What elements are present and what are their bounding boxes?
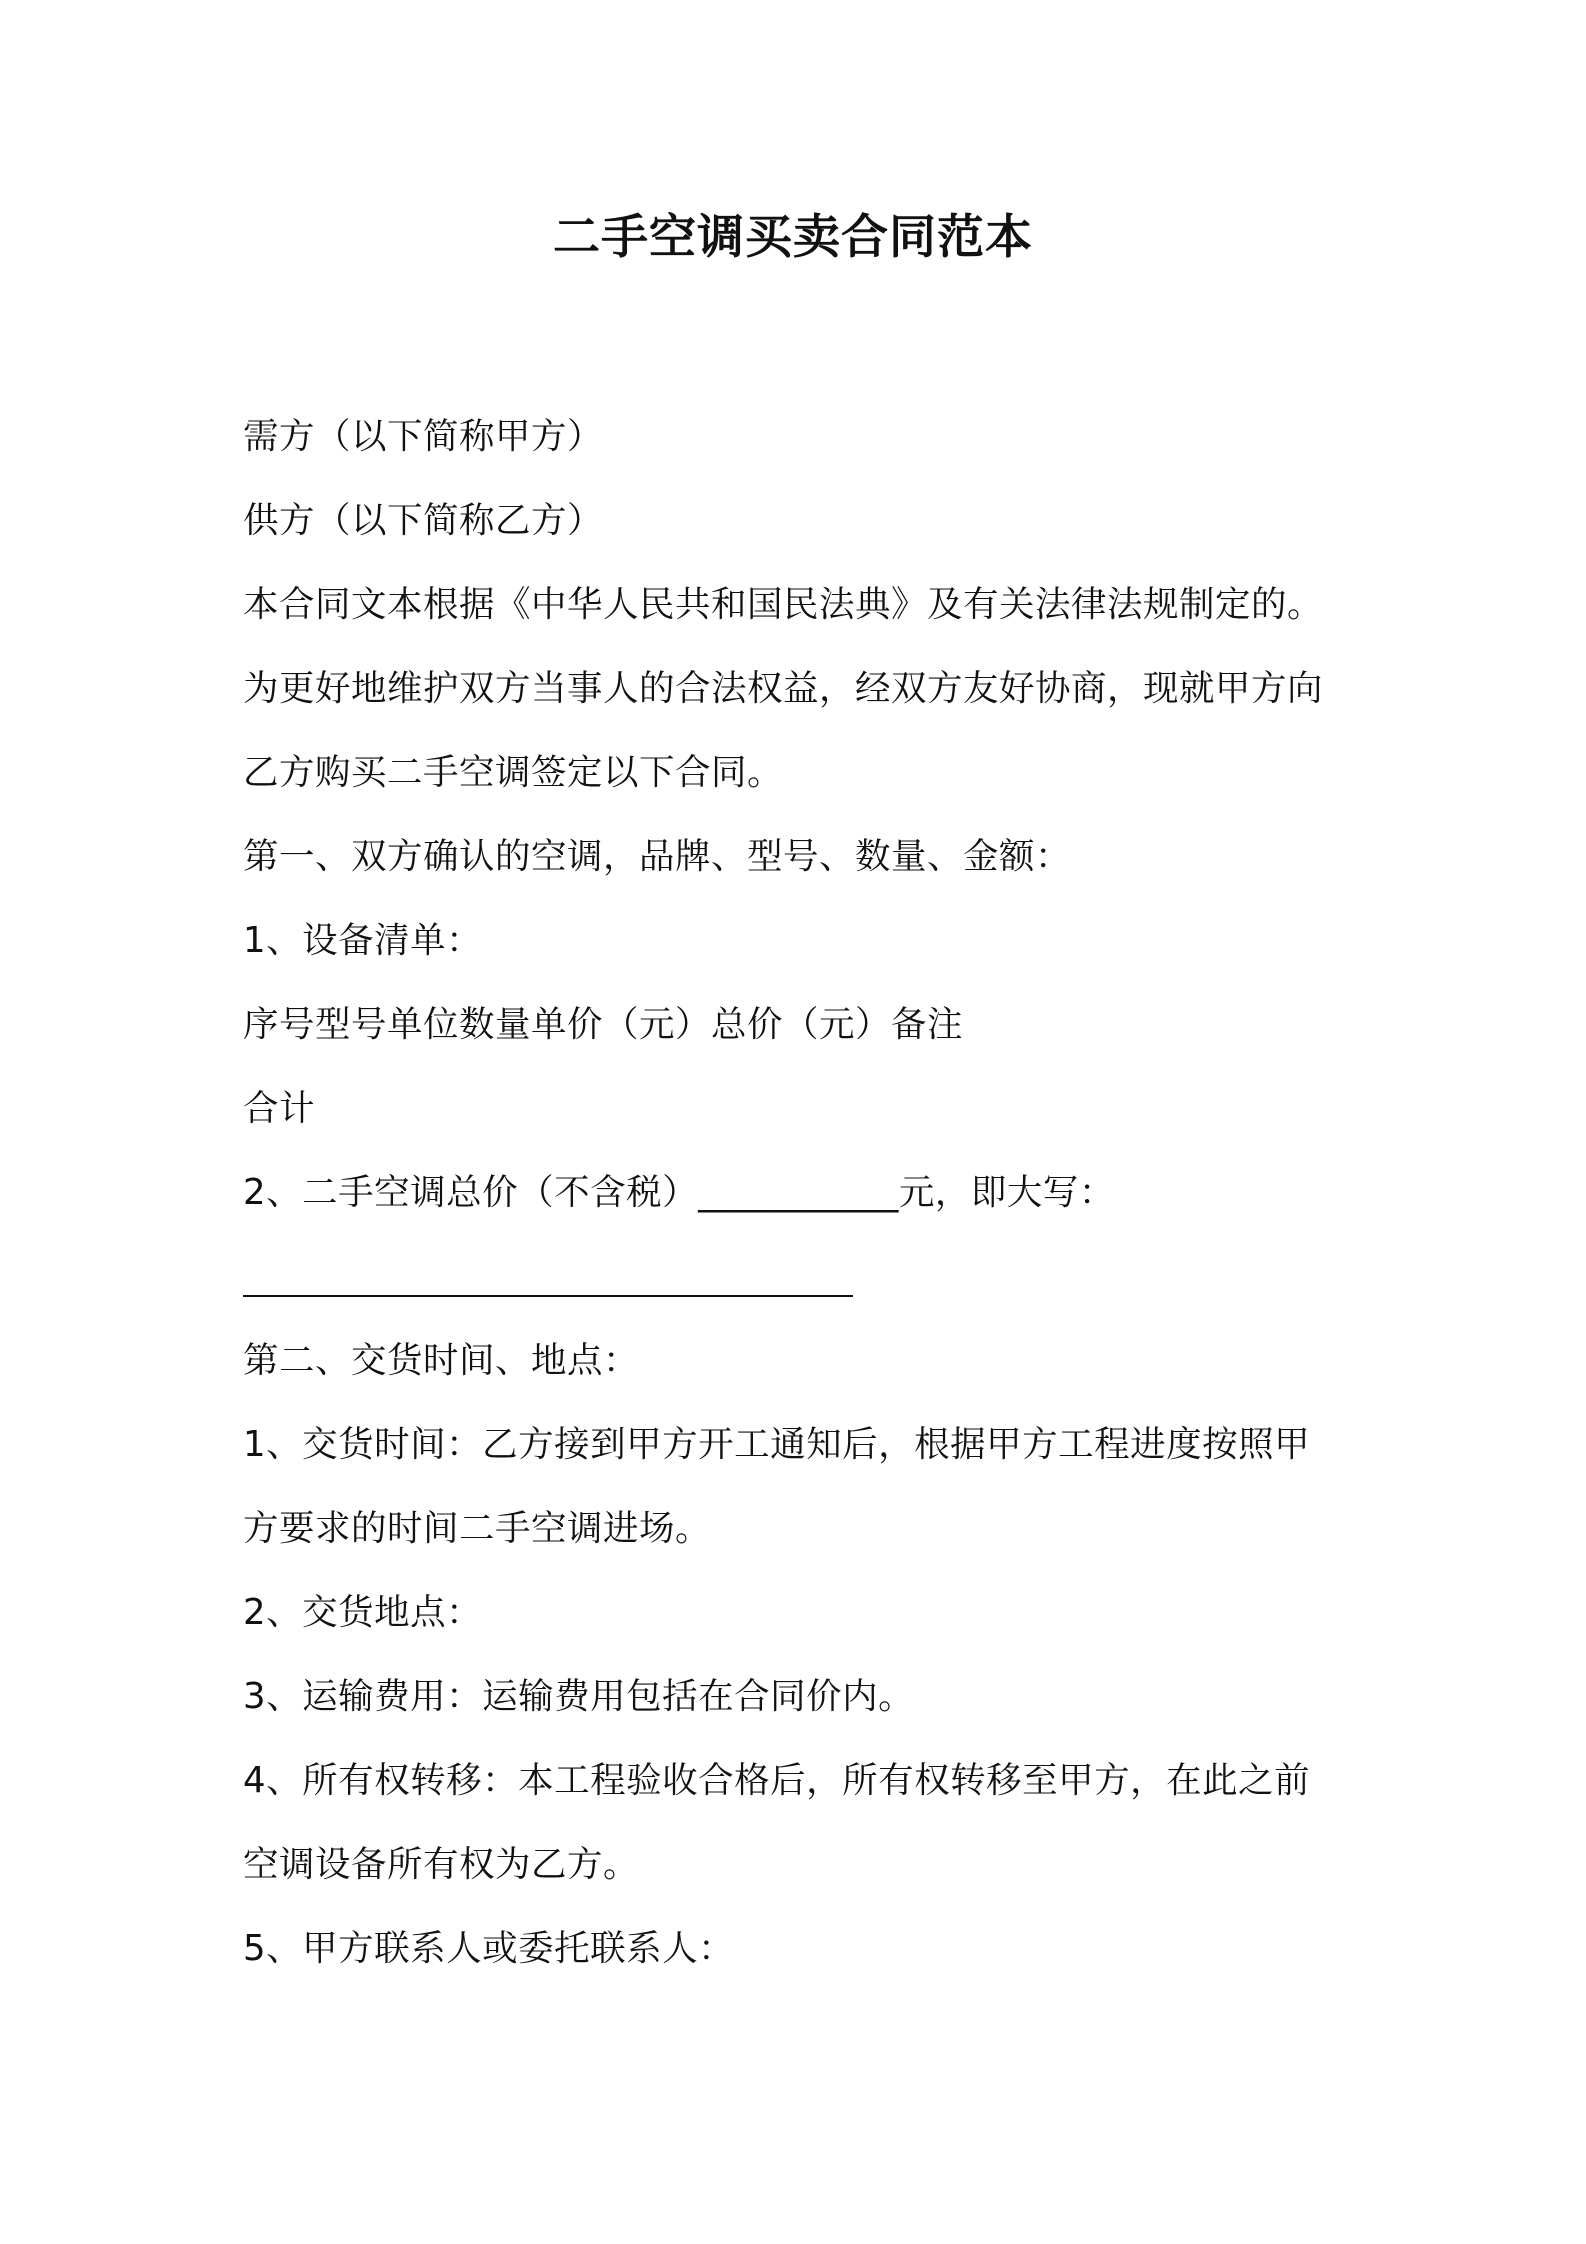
amount-in-words-blank: [243, 1295, 853, 1297]
delivery-time-line-1: 1、交货时间：乙方接到甲方开工通知后，根据甲方工程进度按照甲: [243, 1424, 1311, 1465]
equipment-table-header: 序号型号单位数量单价（元）总价（元）备注: [243, 1004, 964, 1045]
document-title: 二手空调买卖合同范本: [553, 210, 1033, 265]
section-one-heading: 第一、双方确认的空调，品牌、型号、数量、金额：: [243, 836, 1072, 877]
section-two-heading: 第二、交货时间、地点：: [243, 1340, 640, 1381]
transport-cost-line: 3、运输费用：运输费用包括在合同价内。: [243, 1676, 915, 1717]
party-a-line: 需方（以下简称甲方）: [243, 416, 604, 457]
party-a-contact-line: 5、甲方联系人或委托联系人：: [243, 1928, 735, 1969]
ownership-transfer-line-1: 4、所有权转移：本工程验收合格后，所有权转移至甲方，在此之前: [243, 1760, 1311, 1801]
delivery-time-line-2: 方要求的时间二手空调进场。: [243, 1508, 712, 1549]
purpose-line-2: 乙方购买二手空调签定以下合同。: [243, 752, 784, 793]
ownership-transfer-line-2: 空调设备所有权为乙方。: [243, 1844, 640, 1885]
delivery-place-line: 2、交货地点：: [243, 1592, 483, 1633]
equipment-list-label: 1、设备清单：: [243, 920, 483, 961]
total-price-line: 2、二手空调总价（不含税）___________元，即大写：: [243, 1172, 1115, 1213]
purpose-line-1: 为更好地维护双方当事人的合法权益，经双方友好协商，现就甲方向: [243, 668, 1324, 709]
equipment-total-label: 合计: [243, 1088, 316, 1129]
basis-line: 本合同文本根据《中华人民共和国民法典》及有关法律法规制定的。: [243, 584, 1324, 625]
party-b-line: 供方（以下简称乙方）: [243, 500, 604, 541]
